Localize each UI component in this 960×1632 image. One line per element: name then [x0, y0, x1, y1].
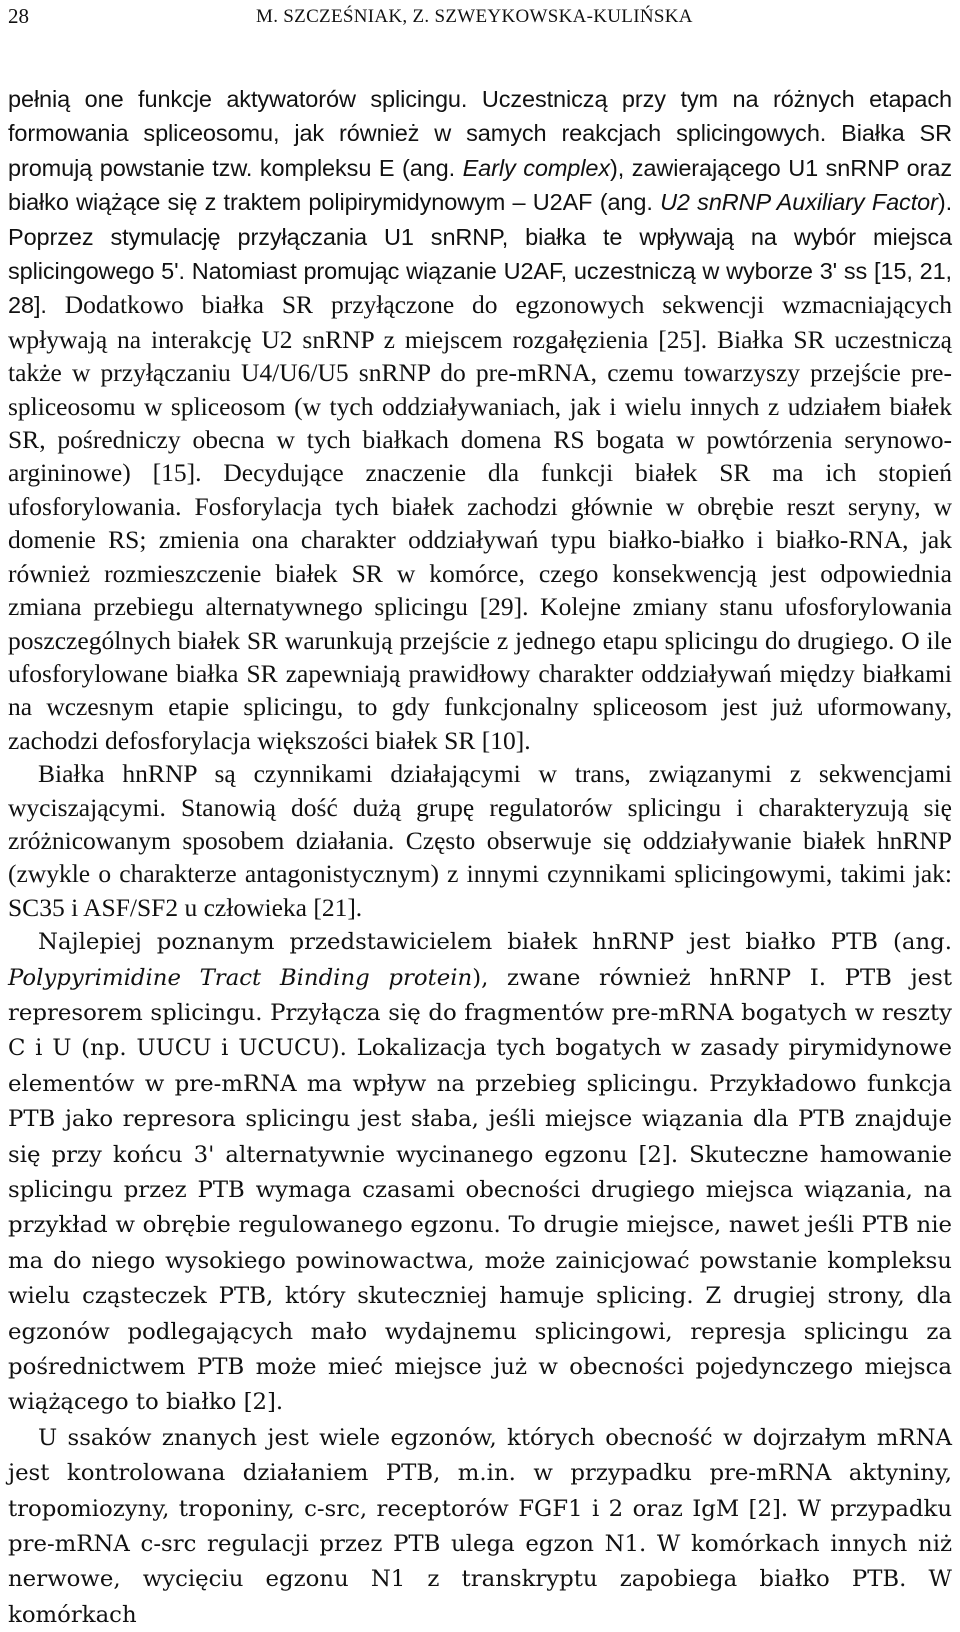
running-head: M. SZCZEŚNIAK, Z. SZWEYKOWSKA-KULIŃSKA	[256, 6, 693, 27]
paragraph-ptb	[8, 924, 952, 1420]
text-run: ). Poprzez stymulację przyłączania U1 snRNP, białka te wpływają na wybór miejsca splicingowego 5'. Natomiast promując wiązanie U2AF, uczestniczą w wyborze 3' ss [15, 21, 28].	[8, 189, 952, 319]
paragraph-mammal-exons	[8, 1420, 952, 1632]
text-run: ), zawierającego U1 snRNP oraz białko wiążące się z traktem polipirymidynowym – U2AF (ang.	[8, 154, 952, 216]
page-header	[8, 4, 952, 30]
text-run: Białka hnRNP są czynnikami działającymi w trans, związanymi z sekwencjami wyciszającymi. Stanowią dość dużą grupę regulatorów splicingu i charakteryzują się zróżnicowanym sposobem działania. Często obserwuje się oddziaływanie białek hnRNP (zwykle o charakterze antagonistycznym) z innymi czynnikami splicingowymi, takimi jak: SC35 i ASF/SF2 u człowieka [21].	[8, 759, 952, 922]
paragraph-sr-proteins	[8, 82, 952, 757]
term-u2-snrnp-auxiliary-factor: U2 snRNP Auxiliary Factor	[660, 189, 938, 216]
article-body	[8, 82, 952, 1632]
page-number: 28	[8, 4, 29, 28]
text-run: Dodatkowo białka SR przyłączone do egzonowych sekwencji wzmacniających wpływają na interakcję U2 snRNP z miejscem rozgałęzienia [25]. Białka SR uczestniczą także w przyłączaniu U4/U6/U5 snRNP do pre-mRNA, czemu towarzyszy przejście pre-spliceosomu w spliceosom (w tych oddziaływaniach, jak i wielu innych z udziałem białek SR, pośredniczy obecna w tych białkach domena RS bogata w powtórzenia serynowo-argininowe) [15]. Decydujące znaczenie dla funkcji białek SR ma ich stopień ufosforylowania. Fosforylacja tych białek zachodzi głównie w obrębie reszt seryny, w domenie RS; zmienia ona charakter oddziaływań typu białko-białko i białko-RNA, jak również rozmieszczenie białek SR w komórce, czego konsekwencją jest odpowiednia zmiana przebiegu alternatywnego splicingu [29]. Kolejne zmiany stanu ufosforylowania poszczególnych białek SR warunkują przejście z jednego etapu splicingu do drugiego. O ile ufosforylowane białka SR zapewniają prawidłowy charakter oddziaływań między białkami na wczesnym etapie splicingu, to gdy funkcjonalny spliceosom jest już uformowany, zachodzi defosforylacja większości białek SR [10].	[8, 290, 952, 755]
text-run: Najlepiej poznanym przedstawicielem białek hnRNP jest białko PTB (ang.	[38, 929, 952, 956]
term-early-complex: Early complex	[462, 154, 611, 181]
text-run: pełnią one funkcje aktywatorów splicingu. Uczestniczą przy tym na różnych etapach formowania spliceosomu, jak również w samych reakcjach splicingowych. Białka SR promują powstanie tzw. kompleksu E (ang.	[8, 86, 952, 181]
paragraph-hnrnp	[8, 757, 952, 924]
text-run: ), zwane również hnRNP I. PTB jest represorem splicingu. Przyłącza się do fragmentów pre-mRNA bogatych w reszty C i U (np. UUCU i UCUCU). Lokalizacja tych bogatych w zasady pirymidynowe elementów w pre-mRNA ma wpływ na przebieg splicingu. Przykładowo funkcja PTB jako represora splicingu jest słaba, jeśli miejsce wiązania dla PTB znajduje się przy końcu 3' alternatywnie wycinanego egzonu [2]. Skuteczne hamowanie splicingu przez PTB wymaga czasami obecności drugiego miejsca wiązania, na przykład w obrębie regulowanego egzonu. To drugie miejsce, nawet jeśli PTB nie ma do niego wysokiego powinowactwa, może zainicjować powstanie kompleksu wielu cząsteczek PTB, który skuteczniej hamuje splicing. Z drugiej strony, dla egzonów podlegających mało wydajnemu splicingowi, represja splicingu za pośrednictwem PTB może mieć miejsce już w obecności pojedynczego miejsca wiążącego to białko [2].	[8, 964, 952, 1416]
term-polypyrimidine-tract-binding-protein: Polypyrimidine Tract Binding protein	[8, 964, 473, 991]
text-run: U ssaków znanych jest wiele egzonów, których obecność w dojrzałym mRNA jest kontrolowana działaniem PTB, m.in. w przypadku pre-mRNA aktyniny, tropomiozyny, troponiny, c-src, receptorów FGF1 i 2 oraz IgM [2]. W przypadku pre-mRNA c-src regulacji przez PTB ulega egzon N1. W komórkach innych niż nerwowe, wycięciu egzonu N1 z transkryptu zapobiega białko PTB. W komórkach	[8, 1424, 952, 1628]
